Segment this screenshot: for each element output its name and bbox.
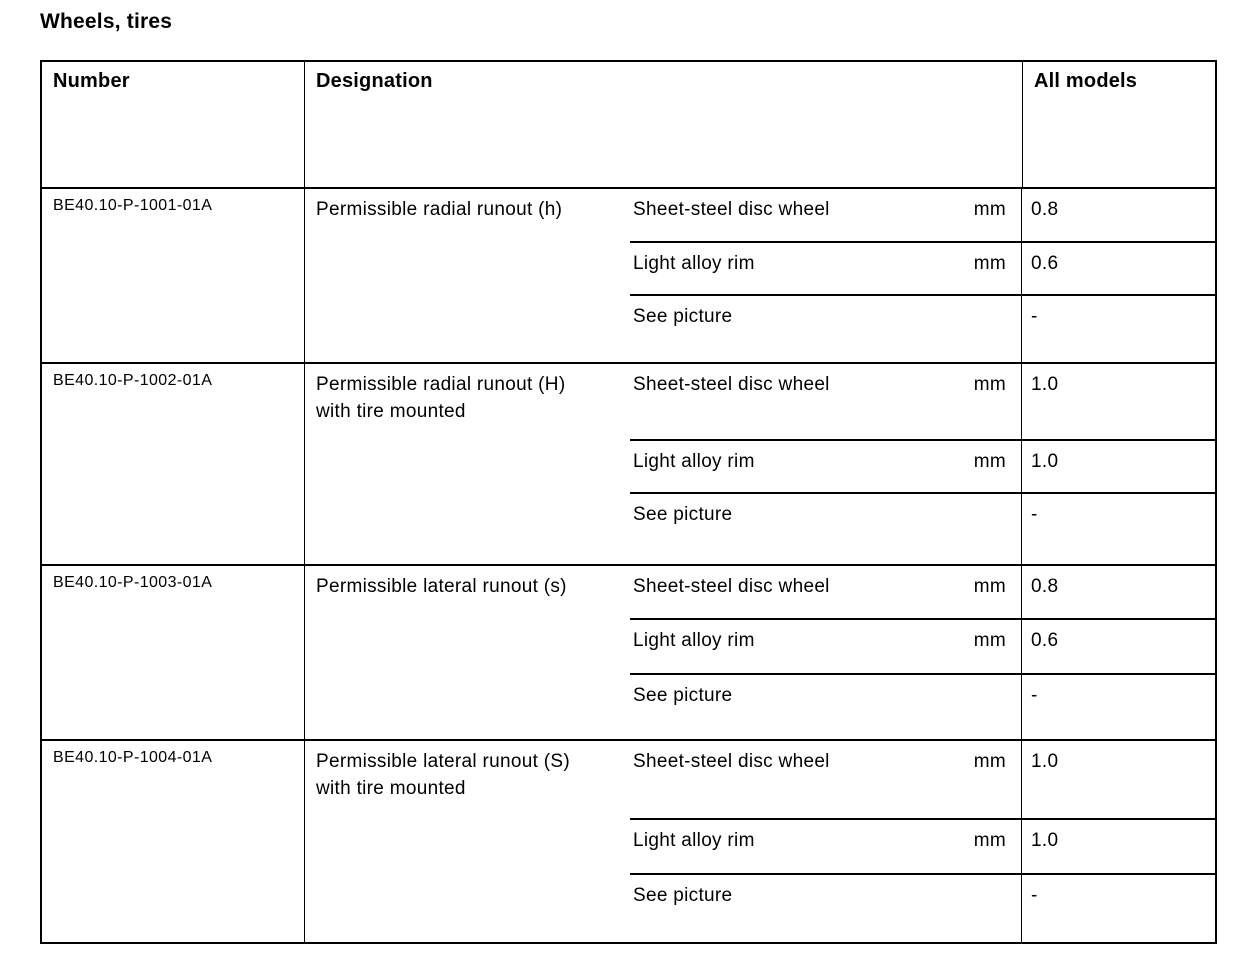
spec-value-cell [1021, 820, 1215, 872]
spec-label-cell [630, 820, 1021, 872]
spec-unit: mm [973, 451, 1006, 472]
spec-label: Sheet-steel disc wheel [633, 576, 830, 597]
spec-value-cell [1021, 566, 1215, 618]
table-row [42, 187, 1215, 362]
spec-label-cell [630, 494, 1021, 564]
spec-value: 1.0 [1031, 830, 1059, 852]
spec-unit: mm [973, 199, 1006, 220]
spec-label-cell [630, 296, 1021, 362]
designation-text: Permissible lateral runout (S) [316, 751, 570, 772]
spec-label: See picture [633, 685, 733, 706]
spec-label: See picture [633, 884, 733, 906]
spec-value: 0.6 [1031, 630, 1059, 651]
spec-unit: mm [973, 576, 1006, 597]
spec-value: 1.0 [1031, 374, 1059, 395]
spec-label: Light alloy rim [633, 451, 755, 472]
spec-row [630, 673, 1215, 739]
spec-unit: mm [973, 751, 1006, 772]
spec-unit: mm [973, 830, 1006, 852]
table-row [42, 739, 1215, 942]
designation-text-line2: with tire mounted [316, 401, 466, 422]
designation-text: Permissible radial runout (h) [316, 199, 563, 220]
designation-text: Permissible radial runout (H) [316, 374, 566, 395]
spec-label: Sheet-steel disc wheel [633, 199, 830, 220]
row-designation-cell [305, 741, 630, 942]
spec-row [630, 294, 1215, 362]
row-spec-list [630, 741, 1215, 942]
header-designation: Designation [305, 62, 1023, 187]
row-designation-cell [305, 189, 630, 362]
spec-value-cell [1021, 675, 1215, 739]
spec-row [630, 241, 1215, 294]
spec-label-cell [630, 364, 1021, 439]
spec-label-cell [630, 675, 1021, 739]
spec-row [630, 364, 1215, 439]
spec-value: 1.0 [1031, 751, 1059, 772]
spec-value-cell [1021, 620, 1215, 673]
table-row [42, 564, 1215, 739]
spec-value: - [1031, 884, 1038, 906]
row-designation-cell [305, 566, 630, 739]
spec-value: - [1031, 306, 1038, 327]
document-number: BE40.10-P-1001-01A [53, 197, 213, 214]
document-number: BE40.10-P-1004-01A [53, 749, 213, 766]
spec-label: Sheet-steel disc wheel [633, 374, 830, 395]
row-spec-list [630, 364, 1215, 564]
spec-row [630, 439, 1215, 492]
spec-label-cell [630, 243, 1021, 294]
spec-label-cell [630, 441, 1021, 492]
spec-label-cell [630, 875, 1021, 942]
page-title: Wheels, tires [40, 10, 173, 33]
row-spec-list [630, 189, 1215, 362]
designation-text: Permissible lateral runout (s) [316, 576, 567, 597]
spec-value-cell [1021, 243, 1215, 294]
header-number: Number [42, 62, 305, 187]
spec-value-cell [1021, 741, 1215, 818]
spec-row [630, 189, 1215, 241]
spec-label-cell [630, 620, 1021, 673]
row-number-cell [42, 566, 305, 739]
spec-row [630, 566, 1215, 618]
spec-label: See picture [633, 306, 733, 327]
spec-unit: mm [973, 374, 1006, 395]
document-number: BE40.10-P-1003-01A [53, 574, 213, 591]
spec-row [630, 873, 1215, 942]
spec-value: - [1031, 504, 1038, 525]
spec-unit: mm [973, 630, 1006, 651]
row-designation-cell [305, 364, 630, 564]
row-number-cell [42, 741, 305, 942]
spec-label: Light alloy rim [633, 830, 755, 852]
spec-label: See picture [633, 504, 733, 525]
spec-row [630, 818, 1215, 872]
spec-row [630, 741, 1215, 818]
row-number-cell [42, 189, 305, 362]
header-all-models: All models [1034, 70, 1138, 92]
row-number-cell [42, 364, 305, 564]
spec-value: 1.0 [1031, 451, 1059, 472]
designation-text-line2: with tire mounted [316, 778, 466, 799]
spec-value-cell [1021, 441, 1215, 492]
table-header-row [42, 62, 1215, 187]
spec-value-cell [1021, 494, 1215, 564]
spec-unit: mm [973, 253, 1006, 274]
spec-value: 0.8 [1031, 576, 1059, 597]
spec-value-cell [1021, 189, 1215, 241]
spec-row [630, 618, 1215, 673]
spec-value: 0.6 [1031, 253, 1059, 274]
spec-row [630, 492, 1215, 564]
spec-label: Light alloy rim [633, 253, 755, 274]
row-spec-list [630, 566, 1215, 739]
spec-table [40, 60, 1217, 944]
table-row [42, 362, 1215, 564]
spec-value: 0.8 [1031, 199, 1059, 220]
document-number: BE40.10-P-1002-01A [53, 372, 213, 389]
spec-value: - [1031, 685, 1038, 706]
spec-value-cell [1021, 296, 1215, 362]
spec-value-cell [1021, 875, 1215, 942]
spec-label: Sheet-steel disc wheel [633, 751, 830, 772]
spec-label-cell [630, 741, 1021, 818]
spec-label: Light alloy rim [633, 630, 755, 651]
spec-label-cell [630, 189, 1021, 241]
spec-label-cell [630, 566, 1021, 618]
spec-value-cell [1021, 364, 1215, 439]
